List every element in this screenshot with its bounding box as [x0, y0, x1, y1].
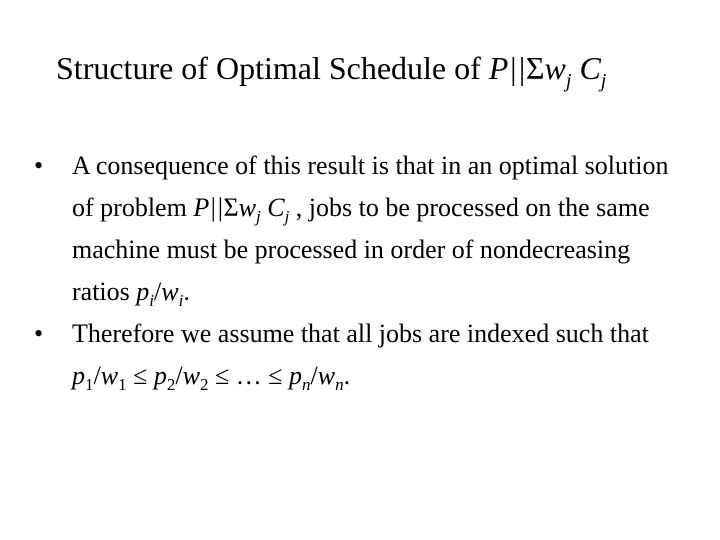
- bullet-list: [34, 145, 694, 397]
- bullet-text: A consequence of this result is that in an optimal solution of problem: [72, 151, 669, 222]
- title-text: Structure of Optimal Schedule of: [56, 50, 489, 86]
- ordering-formula: $p_1/w_1 \le p_2/w_2$ ≤ … ≤ $p_n/w_n$: [72, 361, 344, 394]
- bullet-item-consequence: • A consequence of this result is that in an optimal solution of problem $P||\Sigma w_j$ $C_j$ , jobs to be processed on the same machine must be processed in order of nondecreasing ratios $p_i/w_i$.: [34, 145, 694, 313]
- bullet-item-indexing: • Therefore we assume that all jobs are indexed such that $p_1/w_1 \le p_2/w_2$ ≤ … ≤ $p_n/w_n$.: [34, 313, 694, 397]
- bullet-dot: •: [34, 319, 44, 348]
- title-formula: $P||\Sigma w_j$ $C_j$: [488, 50, 607, 92]
- bullet-text-continued: , jobs to be processed on the same machine must be processed in order of nondecreasing ratios: [72, 193, 650, 306]
- ratio-formula: $p_i/w_i$: [136, 277, 184, 310]
- slide-title: [56, 48, 607, 92]
- bullet-text: Therefore we assume that all jobs are indexed such that: [72, 319, 649, 348]
- problem-formula: $P||\Sigma w_j$ $C_j$: [193, 193, 290, 226]
- bullet-dot: •: [34, 151, 44, 180]
